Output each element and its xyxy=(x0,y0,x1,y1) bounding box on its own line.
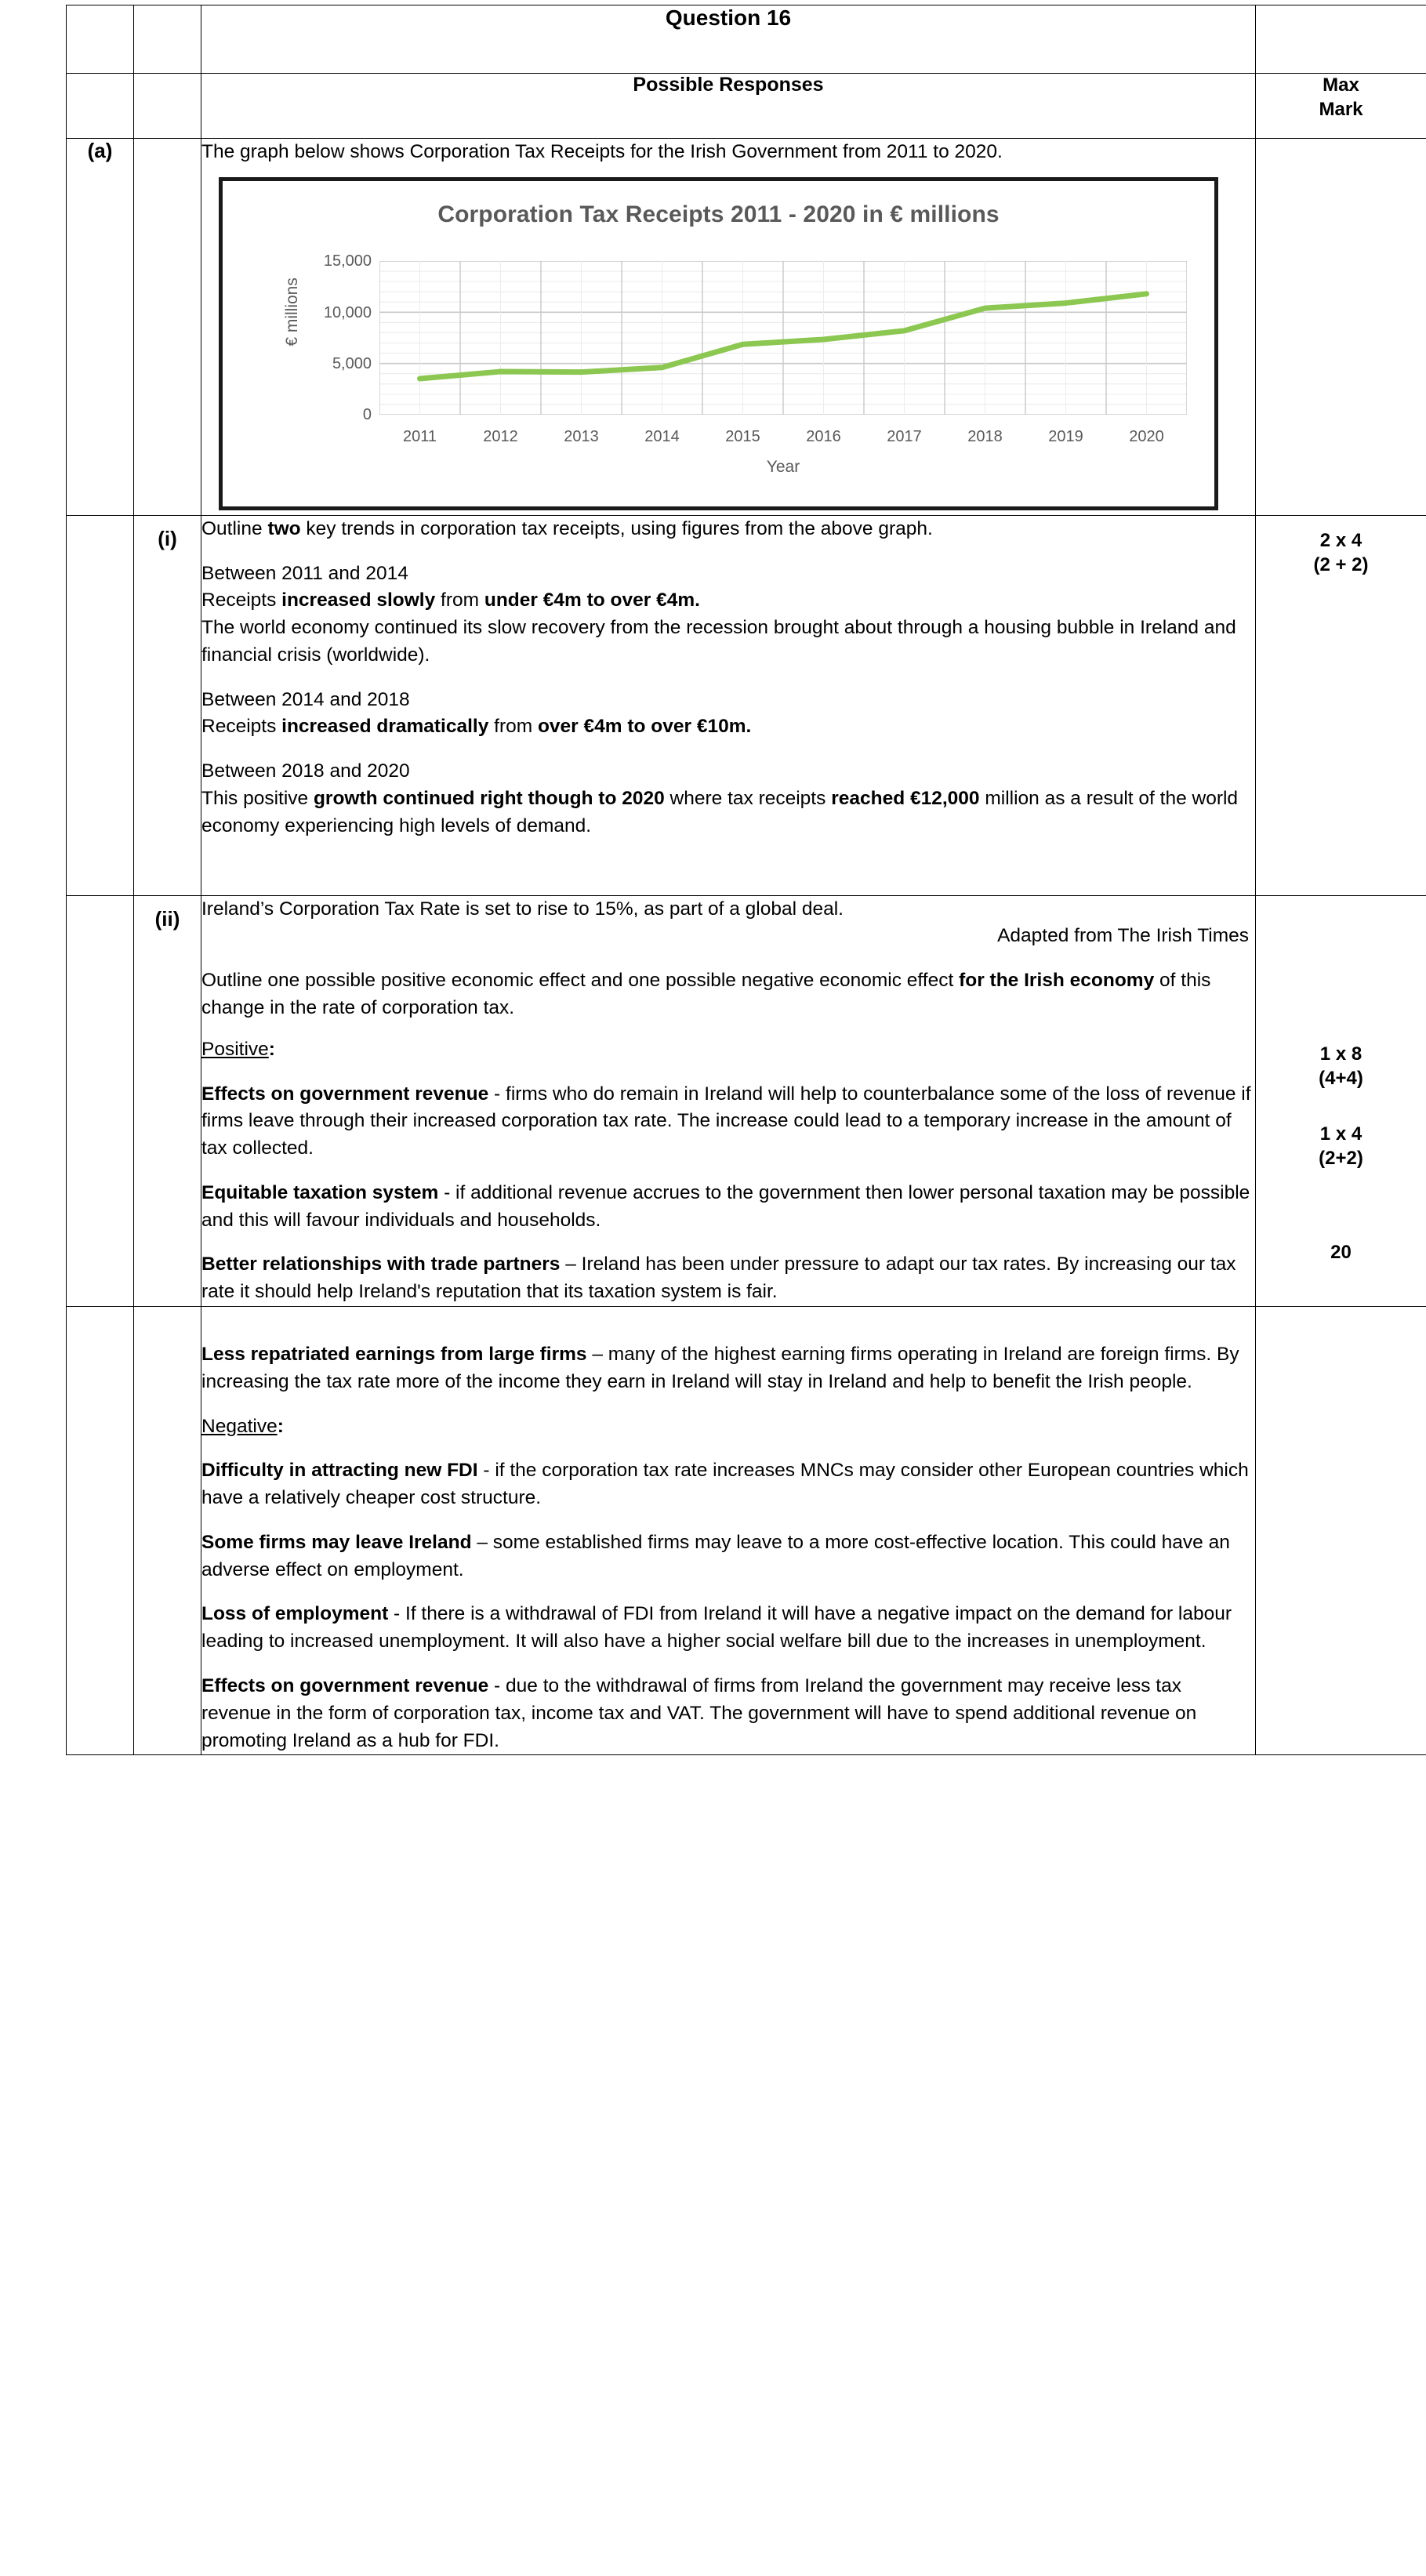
mark-cell-graph xyxy=(1256,139,1426,516)
x-tick-label: 2014 xyxy=(644,426,680,448)
answer-point-text: – Ireland has been under pressure to adapt our tax rates. By increasing our tax rate it should help Ireland's reputation that its taxation system is fair. xyxy=(201,1254,1236,1302)
answer-point-title: Better relationships with trade partners xyxy=(201,1254,560,1275)
chart-area xyxy=(223,231,1214,482)
chart-x-axis-ticks xyxy=(379,426,1187,449)
y-tick-label: 5,000 xyxy=(332,353,372,375)
sub-label-empty-cont xyxy=(134,1306,201,1754)
answer-point xyxy=(201,1673,1255,1754)
trend-3-heading: Between 2018 and 2020 xyxy=(201,758,1255,785)
mark-cell-total xyxy=(1256,1306,1426,1754)
sub-label-ii xyxy=(134,895,201,1306)
part-label-empty-ii xyxy=(67,895,134,1306)
positive-heading-colon: : xyxy=(269,1039,275,1060)
header-part-cell xyxy=(67,5,134,74)
question-title: Question 16 xyxy=(201,5,1256,74)
answer-point-title: Equitable taxation system xyxy=(201,1182,438,1203)
row-part-a-graph xyxy=(67,139,1426,516)
header-part-cell-2 xyxy=(67,74,134,139)
max-mark-line-1: Max xyxy=(1256,74,1426,98)
part-i-q-pre: Outline xyxy=(201,518,267,539)
trend-2-d: over €4m to over €10m. xyxy=(538,716,751,737)
trend-1-line-2: The world economy continued its slow recovery from the recession brought about through a housing bubble in Ireland and financial crisis (worldwide). xyxy=(201,615,1255,669)
trend-3-d: reached €12,000 xyxy=(831,788,979,809)
marking-scheme-table xyxy=(66,5,1426,1755)
sub-label-ii-text: (ii) xyxy=(134,896,201,931)
answer-point xyxy=(201,1341,1255,1396)
row-continued xyxy=(67,1306,1426,1754)
y-tick-label: 10,000 xyxy=(324,302,372,324)
part-i-q-bold: two xyxy=(267,518,300,539)
continued-body xyxy=(201,1306,1256,1754)
trend-1-heading: Between 2011 and 2014 xyxy=(201,561,1255,588)
max-mark-header xyxy=(1256,74,1426,139)
answer-point-text: - due to the withdrawal of firms from Ireland the government may receive less tax revenue in the form of corporation tax, income tax and VAT. The government will have to spend additional revenue on promoting Ireland as a hub for FDI. xyxy=(201,1675,1196,1751)
negative-heading-text: Negative xyxy=(201,1416,278,1437)
answer-point xyxy=(201,1251,1255,1306)
mark-ii-2-line-1: 1 x 4 xyxy=(1256,1122,1426,1146)
x-tick-label: 2017 xyxy=(887,426,922,448)
y-tick-label: 15,000 xyxy=(324,250,372,272)
answer-point-title: Effects on government revenue xyxy=(201,1675,488,1696)
part-label-a: (a) xyxy=(67,139,134,516)
answer-point-text: - firms who do remain in Ireland will help to counterbalance some of the loss of revenue if firms leave through their increased corporation tax rate. The increase could lead to a temporary increase in the amount of tax collected. xyxy=(201,1083,1251,1159)
continued-points-before xyxy=(201,1341,1255,1396)
part-ii-q-a: Outline one possible positive economic effect and one possible negative economic effect xyxy=(201,970,959,991)
mark-i-line-1: 2 x 4 xyxy=(1256,528,1426,553)
part-ii-points-list xyxy=(201,1081,1255,1306)
header-sub-cell xyxy=(134,5,201,74)
table-header-row-question xyxy=(67,5,1426,74)
sub-label-i xyxy=(134,515,201,895)
continued-points-after xyxy=(201,1457,1255,1754)
answer-point-text: - if the corporation tax rate increases MNCs may consider other European countries which have a relatively cheaper cost structure. xyxy=(201,1460,1249,1508)
trend-2-a: Receipts xyxy=(201,716,281,737)
mark-ii-2-line-2: (2+2) xyxy=(1256,1146,1426,1170)
answer-point xyxy=(201,1457,1255,1512)
part-ii-q-b: for the Irish economy xyxy=(959,970,1154,991)
answer-point-title: Effects on government revenue xyxy=(201,1083,488,1105)
part-ii-q-c: of this change in the rate of corporation tax. xyxy=(201,970,1210,1018)
chart-line-svg xyxy=(379,261,1187,415)
trend-1-line-1 xyxy=(201,587,1255,615)
mark-ii-1-line-1: 1 x 8 xyxy=(1256,1042,1426,1066)
max-mark-line-2: Mark xyxy=(1256,98,1426,122)
trend-2-line-1 xyxy=(201,713,1255,741)
trend-2-heading: Between 2014 and 2018 xyxy=(201,687,1255,714)
row-part-ii xyxy=(67,895,1426,1306)
trend-2-c: from xyxy=(488,716,538,737)
chart-plot-area xyxy=(379,261,1187,415)
answer-point-text: - if additional revenue accrues to the government then lower personal taxation may be possible and this will favour individuals and households. xyxy=(201,1182,1250,1231)
graph-stimulus-cell xyxy=(201,139,1256,516)
sub-label-empty xyxy=(134,139,201,516)
trend-1-d: under €4m to over €4m. xyxy=(484,590,700,611)
part-ii-source: Adapted from The Irish Times xyxy=(201,923,1255,950)
answer-point xyxy=(201,1180,1255,1235)
total-mark: 20 xyxy=(1256,1240,1426,1264)
part-label-empty-i xyxy=(67,515,134,895)
answer-point-text: – many of the highest earning firms operating in Ireland are foreign firms. By increasing the tax rate more of the income they earn in Ireland will stay in Ireland and help to benefit the Irish people. xyxy=(201,1344,1239,1392)
sub-label-i-text: (i) xyxy=(134,516,201,551)
negative-heading-colon: : xyxy=(278,1416,284,1437)
answer-point-title: Less repatriated earnings from large firms xyxy=(201,1344,587,1365)
x-tick-label: 2020 xyxy=(1129,426,1164,448)
answer-point xyxy=(201,1529,1255,1584)
possible-responses-header: Possible Responses xyxy=(201,74,1256,139)
chart-y-axis-ticks xyxy=(270,261,372,415)
part-ii-question xyxy=(201,967,1255,1022)
x-tick-label: 2019 xyxy=(1048,426,1083,448)
trend-2-b: increased dramatically xyxy=(281,716,488,737)
part-i-body xyxy=(201,515,1256,895)
answer-point-title: Difficulty in attracting new FDI xyxy=(201,1460,478,1481)
answer-point-title: Loss of employment xyxy=(201,1603,388,1624)
answer-point xyxy=(201,1081,1255,1163)
chart-x-axis-label: Year xyxy=(379,455,1187,479)
part-label-empty-cont xyxy=(67,1306,134,1754)
trend-3-b: growth continued right though to 2020 xyxy=(314,788,665,809)
x-tick-label: 2011 xyxy=(403,426,437,448)
y-tick-label: 0 xyxy=(363,404,372,426)
mark-i-line-2: (2 + 2) xyxy=(1256,553,1426,577)
positive-heading xyxy=(201,1036,1255,1064)
mark-cell-part-i xyxy=(1256,515,1426,895)
x-tick-label: 2018 xyxy=(967,426,1003,448)
marking-scheme-page xyxy=(0,5,1426,2576)
answer-point xyxy=(201,1601,1255,1656)
trend-3-a: This positive xyxy=(201,788,314,809)
x-tick-label: 2015 xyxy=(725,426,760,448)
part-ii-stimulus: Ireland’s Corporation Tax Rate is set to rise to 15%, as part of a global deal. xyxy=(201,896,1255,923)
x-tick-label: 2016 xyxy=(806,426,841,448)
answer-point-text: - If there is a withdrawal of FDI from Ireland it will have a negative impact on the demand for labour leading to increased unemployment. It will also have a higher social welfare bill due to the increases in unemployment. xyxy=(201,1603,1232,1652)
trend-1-b: increased slowly xyxy=(281,590,435,611)
part-i-q-post: key trends in corporation tax receipts, using figures from the above graph. xyxy=(301,518,933,539)
row-part-i xyxy=(67,515,1426,895)
x-tick-label: 2013 xyxy=(564,426,599,448)
table-header-row-responses xyxy=(67,74,1426,139)
chart-title: Corporation Tax Receipts 2011 - 2020 in € millions xyxy=(223,181,1214,232)
trend-3-e: million as a result of the world economy experiencing high levels of demand. xyxy=(201,788,1238,836)
part-ii-body xyxy=(201,895,1256,1306)
negative-heading xyxy=(201,1413,1255,1441)
mark-ii-1-line-2: (4+4) xyxy=(1256,1066,1426,1090)
trend-1-c: from xyxy=(435,590,484,611)
trend-3-line-1 xyxy=(201,785,1255,840)
trend-3-c: where tax receipts xyxy=(665,788,831,809)
header-mark-cell xyxy=(1256,5,1426,74)
graph-lead-in-text: The graph below shows Corporation Tax Receipts for the Irish Government from 2011 to 2020. xyxy=(201,139,1255,166)
answer-point-title: Some firms may leave Ireland xyxy=(201,1532,472,1553)
positive-heading-text: Positive xyxy=(201,1039,269,1060)
answer-point-text: – some established firms may leave to a more cost-effective location. This could have an adverse effect on employment. xyxy=(201,1532,1230,1580)
x-tick-label: 2012 xyxy=(483,426,518,448)
chart-y-axis-label: € millions xyxy=(281,261,304,363)
header-sub-cell-2 xyxy=(134,74,201,139)
chart-frame xyxy=(219,177,1218,510)
part-i-question xyxy=(201,516,1255,543)
trend-1-a: Receipts xyxy=(201,590,281,611)
